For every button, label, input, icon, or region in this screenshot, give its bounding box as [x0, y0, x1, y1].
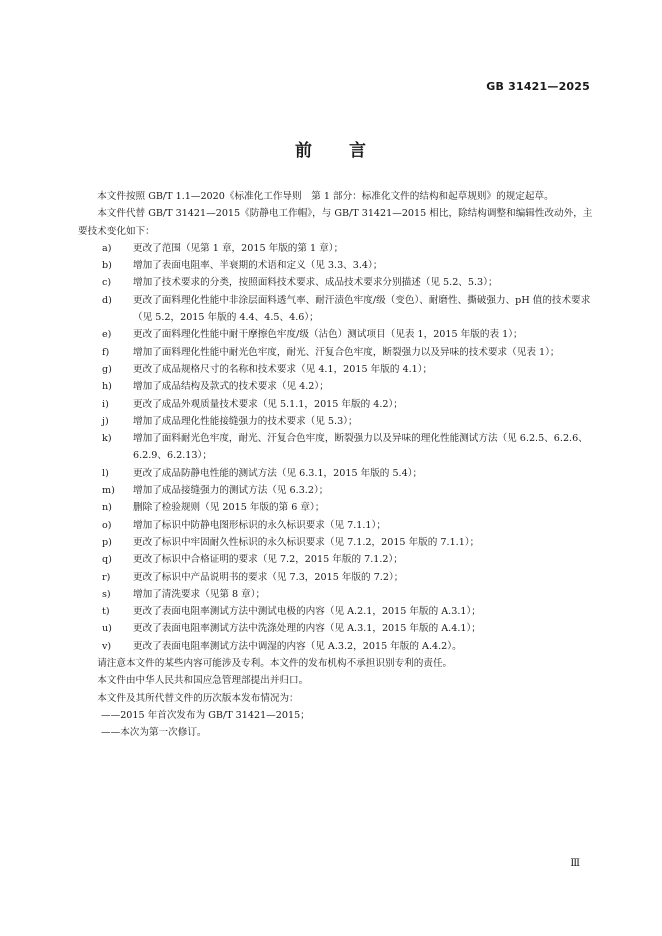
change-item-marker: o) [102, 519, 112, 531]
change-item [78, 413, 598, 430]
change-item-marker: c) [102, 277, 112, 289]
change-item-text: 更改了标识中合格证明的要求（见 7.2，2015 年版的 7.1.2）； [133, 554, 403, 566]
change-item [78, 292, 598, 327]
change-item-marker: t) [102, 606, 110, 618]
change-item-text: 增加了面料耐光色牢度，耐光、汗复合色牢度，断裂强力以及异味的理化性能测试方法（见 6.2.5、6.2.6、6.2.9、6.2.13）； [133, 433, 588, 462]
change-item-marker: b) [102, 260, 112, 272]
change-item [78, 620, 598, 637]
change-item [78, 586, 598, 603]
foreword-body [78, 188, 598, 742]
change-item [78, 378, 598, 395]
change-item-text: 增加了成品结构及款式的技术要求（见 4.2）； [133, 381, 329, 393]
change-item-marker: s) [102, 588, 111, 600]
change-item-marker: e) [102, 329, 112, 341]
intro-paragraph-1: 本文件按照 GB/T 1.1—2020《标准化工作导则 第 1 部分：标准化文件的结构和起草规则》的规定起草。 [97, 191, 554, 202]
change-item-marker: q) [102, 554, 112, 566]
change-item-marker: a) [102, 242, 112, 254]
history-item: ——2015 年首次发布为 GB/T 31421—2015； [101, 709, 310, 721]
change-item [78, 638, 598, 655]
change-item-marker: g) [102, 363, 112, 375]
change-item-marker: i) [102, 398, 109, 410]
change-item-marker: f) [102, 346, 110, 358]
change-item-marker: v) [102, 640, 112, 652]
change-item-marker: n) [102, 502, 112, 514]
changes-list [78, 240, 598, 655]
history-item: ——本次为第一次修订。 [101, 727, 207, 739]
change-item [78, 274, 598, 291]
change-item [78, 482, 598, 499]
change-item-text: 更改了表面电阻率测试方法中洗涤处理的内容（见 A.3.1，2015 年版的 A.4.1）； [133, 623, 481, 635]
change-item-text: 增加了标识中防静电图形标识的永久标识要求（见 7.1.1）； [133, 519, 386, 531]
change-item-text: 更改了成品外观质量技术要求（见 5.1.1，2015 年版的 4.2）； [133, 398, 403, 410]
change-item-text: 增加了清洗要求（见第 8 章）； [133, 588, 266, 600]
change-item-marker: j) [102, 415, 109, 427]
change-item [78, 603, 598, 620]
change-item [78, 465, 598, 482]
change-item-text: 更改了面料理化性能中耐干摩擦色牢度/级（沾色）测试项目（见表 1，2015 年版的表 1）； [133, 329, 523, 341]
page-number: Ⅲ [570, 858, 580, 869]
change-item [78, 396, 598, 413]
change-item [78, 240, 598, 257]
change-item-text: 更改了表面电阻率测试方法中调湿的内容（见 A.3.2，2015 年版的 A.4.2）。 [133, 640, 462, 652]
change-item-marker: d) [102, 294, 112, 306]
change-item-text: 更改了成品规格尺寸的名称和技术要求（见 4.1，2015 年版的 4.1）； [133, 363, 433, 375]
change-item-text: 更改了标识中产品说明书的要求（见 7.3，2015 年版的 7.2）； [133, 571, 404, 583]
change-item-text: 更改了范围（见第 1 章，2015 年版的第 1 章）； [133, 242, 344, 254]
change-item-marker: r) [102, 571, 111, 583]
standard-code: GB 31421—2025 [486, 80, 590, 93]
page-title: 前 言 [295, 141, 367, 161]
change-item-text: 增加了技术要求的分类，按照面料技术要求、成品技术要求分别描述（见 5.2、5.3）； [133, 277, 498, 289]
intro-paragraph-2: 本文件代替 GB/T 31421—2015《防静电工作帽》，与 GB/T 31421—2015 相比，除结构调整和编辑性改动外，主要技术变化如下： [78, 208, 593, 237]
patent-notice: 请注意本文件的某些内容可能涉及专利。本文件的发布机构不承担识别专利的责任。 [97, 658, 453, 670]
change-item-marker: u) [102, 623, 112, 635]
change-item-text: 增加了成品理化性能接缝强力的技术要求（见 5.3）； [133, 415, 358, 427]
change-item [78, 326, 598, 343]
change-item [78, 534, 598, 551]
change-item [78, 344, 598, 361]
change-item-marker: k) [102, 433, 112, 445]
change-item [78, 257, 598, 274]
change-item-text: 增加了表面电阻率、半衰期的术语和定义（见 3.3、3.4）； [133, 260, 383, 272]
change-item [78, 517, 598, 534]
change-item-text: 增加了面料理化性能中耐光色牢度，耐光、汗复合色牢度，断裂强力以及异味的技术要求（见表 1）； [133, 346, 560, 358]
change-item-text: 更改了表面电阻率测试方法中测试电极的内容（见 A.2.1，2015 年版的 A.3.1）； [133, 606, 481, 618]
change-item [78, 430, 598, 465]
change-item [78, 569, 598, 586]
change-item [78, 361, 598, 378]
change-item-text: 删除了检验规则（见 2015 年版的第 6 章）； [133, 502, 325, 514]
change-item-text: 更改了成品防静电性能的测试方法（见 6.3.1，2015 年版的 5.4）； [133, 467, 423, 479]
proposer-statement: 本文件由中华人民共和国应急管理部提出并归口。 [97, 675, 309, 687]
change-item-text: 更改了标识中牢固耐久性标识的永久标识要求（见 7.1.2，2015 年版的 7.1.1）； [133, 536, 480, 548]
change-item-marker: l) [102, 467, 109, 479]
change-item [78, 499, 598, 516]
change-item-marker: p) [102, 536, 112, 548]
change-item-marker: h) [102, 381, 112, 393]
change-item [78, 551, 598, 568]
change-item-marker: m) [102, 485, 115, 497]
change-item-text: 更改了面料理化性能中非涂层面料透气率、耐汗渍色牢度/级（变色）、耐磨性、撕破强力、pH 值的技术要求（见 5.2，2015 年版的 4.4、4.5、4.6）； [133, 294, 591, 324]
history-intro: 本文件及其所代替文件的历次版本发布情况为： [97, 692, 299, 704]
change-item-text: 增加了成品接缝强力的测试方法（见 6.3.2）； [133, 485, 329, 497]
